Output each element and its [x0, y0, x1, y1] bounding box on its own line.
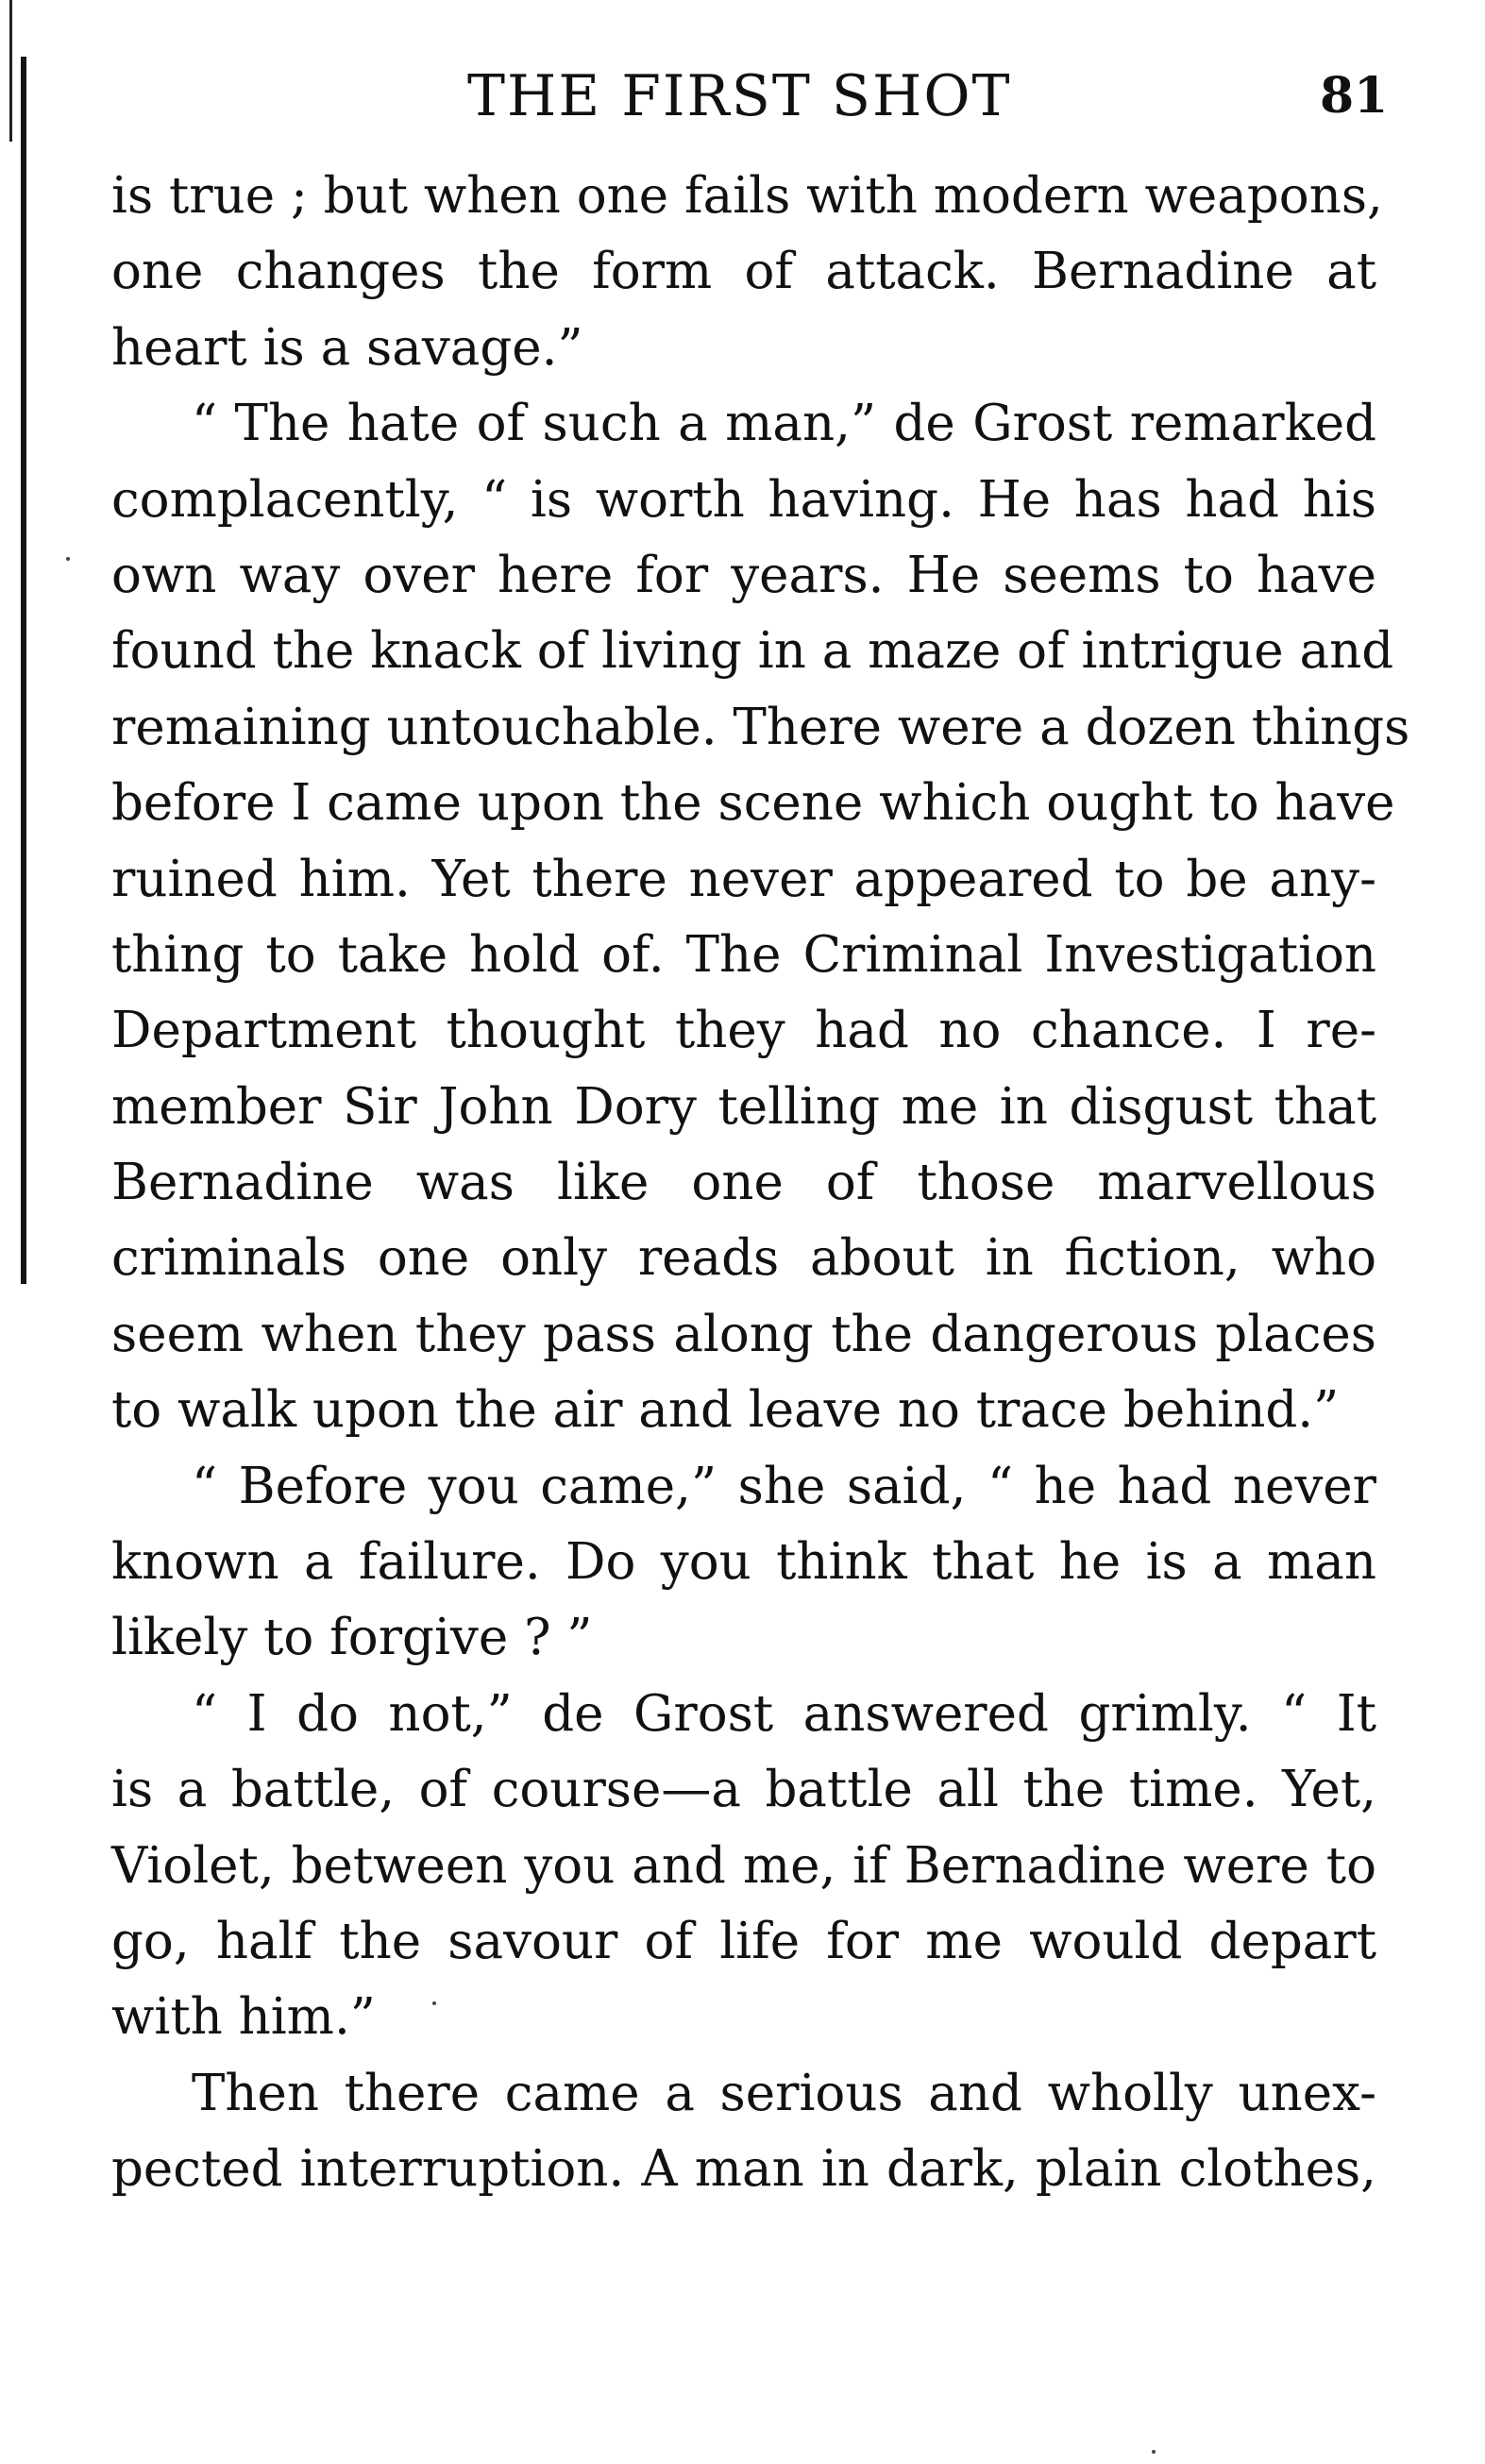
text-line: heart is a savage.” [111, 318, 583, 377]
page-number: 81 [1320, 67, 1389, 125]
text-line: criminals one only reads about in fiction, who [111, 1229, 1376, 1288]
scan-speck [432, 2001, 436, 2005]
text-line: to walk upon the air and leave no trace behind.” [111, 1381, 1340, 1440]
scan-speck [1152, 2450, 1156, 2454]
running-head: THE FIRST SHOT [467, 63, 1012, 129]
scan-speck [66, 557, 70, 561]
text-line: before I came upon the scene which ought to have [111, 774, 1395, 833]
page-binding-edge [21, 57, 26, 1284]
text-line: seem when they pass along the dangerous places [111, 1305, 1376, 1363]
text-line: Then there came a serious and wholly unex- [192, 2064, 1376, 2122]
text-line: “ The hate of such a man,” de Grost remarked [192, 395, 1376, 453]
text-line: likely to forgive ? ” [111, 1609, 593, 1667]
text-line: own way over here for years. He seems to have [111, 546, 1376, 604]
text-line: remaining untouchable. There were a dozen things [111, 698, 1410, 756]
page-header [0, 59, 1485, 134]
text-line: is a battle, of course—a battle all the time. Yet, [111, 1761, 1376, 1819]
text-line: pected interruption. A man in dark, plain clothes, [111, 2140, 1376, 2199]
text-line: with him.” [111, 1988, 376, 2047]
text-line: found the knack of living in a maze of intrigue and [111, 622, 1394, 681]
text-line: one changes the form of attack. Bernadine at [111, 243, 1376, 301]
text-line: complacently, “ is worth having. He has had his [111, 470, 1376, 529]
text-line: “ I do not,” de Grost answered grimly. “ It [192, 1684, 1376, 1743]
text-line: “ Before you came,” she said, “ he had never [192, 1457, 1376, 1515]
body-text [111, 159, 1410, 2208]
text-line: thing to take hold of. The Criminal Investigation [111, 925, 1376, 984]
text-line: member Sir John Dory telling me in disgust that [111, 1077, 1376, 1136]
text-line: Violet, between you and me, if Bernadine were to [111, 1836, 1376, 1895]
text-line: go, half the savour of life for me would depart [111, 1912, 1376, 1970]
text-line: Department thought they had no chance. I re- [111, 1002, 1376, 1060]
text-line: known a failure. Do you think that he is a man [111, 1533, 1376, 1592]
text-line: is true ; but when one fails with modern weapons, [111, 167, 1383, 225]
text-line: Bernadine was like one of those marvellous [111, 1154, 1376, 1212]
text-line: ruined him. Yet there never appeared to be any- [111, 850, 1376, 908]
